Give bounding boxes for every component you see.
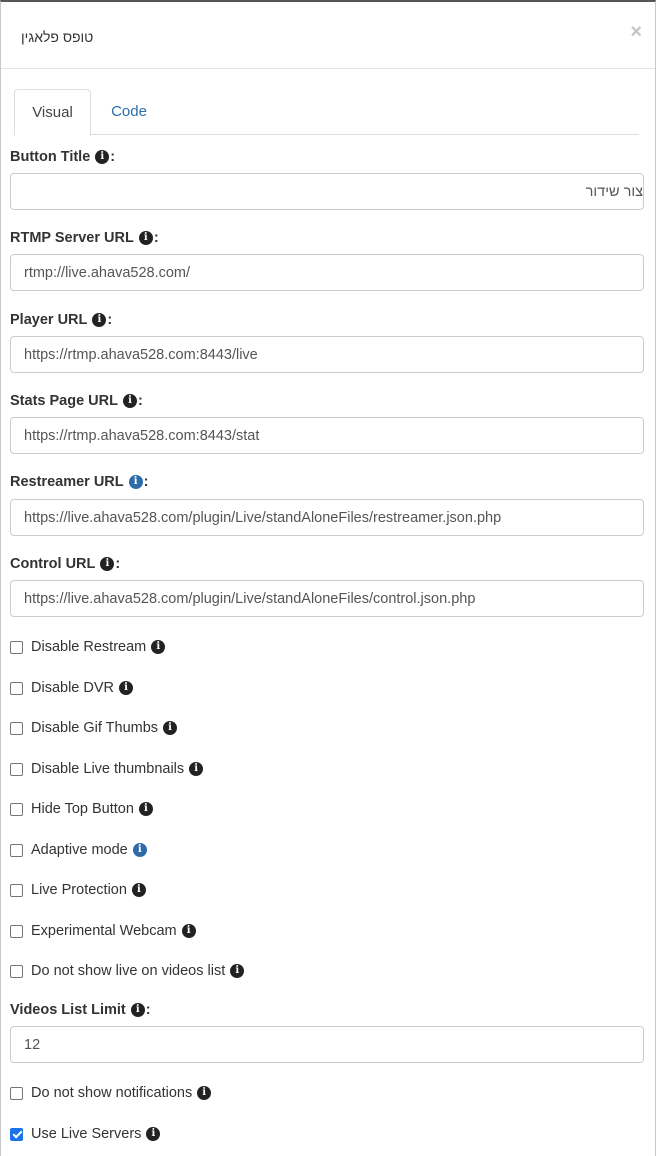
experimental-webcam-checkbox[interactable]	[10, 925, 23, 938]
info-icon[interactable]: i	[182, 924, 196, 938]
use-live-servers-label: Use Live Servers	[31, 1126, 142, 1142]
modal-title: טופס פלאגין	[21, 29, 94, 45]
use-live-servers-checkbox-row[interactable]	[10, 1126, 160, 1142]
label-colon: :	[137, 393, 143, 409]
control-url-label-text: Control URL	[10, 556, 96, 572]
stats-page-url-input[interactable]	[10, 417, 644, 454]
button-title-label-text: Button Title	[10, 149, 91, 165]
disable-gif-thumbs-checkbox-row[interactable]	[10, 720, 177, 736]
hide-top-button-checkbox[interactable]	[10, 803, 23, 816]
do-not-show-notifications-label: Do not show notifications	[31, 1085, 193, 1101]
modal-header	[1, 2, 655, 69]
disable-live-thumbnails-label: Disable Live thumbnails	[31, 761, 185, 777]
adaptive-mode-checkbox-row[interactable]	[10, 842, 147, 858]
adaptive-mode-checkbox[interactable]	[10, 844, 23, 857]
live-protection-checkbox[interactable]	[10, 884, 23, 897]
info-icon[interactable]: i	[131, 1003, 145, 1017]
videos-list-limit-label-text: Videos List Limit	[10, 1002, 126, 1018]
hide-top-button-label: Hide Top Button	[31, 801, 134, 817]
close-button[interactable]: ×	[630, 21, 642, 43]
button-title-input[interactable]	[10, 173, 644, 210]
do-not-show-notifications-checkbox[interactable]	[10, 1087, 23, 1100]
disable-live-thumbnails-checkbox-row[interactable]	[10, 761, 203, 777]
disable-dvr-checkbox-row[interactable]	[10, 680, 133, 696]
stats-page-url-label-text: Stats Page URL	[10, 393, 118, 409]
info-icon[interactable]: i	[151, 640, 165, 654]
disable-dvr-label: Disable DVR	[31, 680, 114, 696]
button-title-label	[10, 149, 115, 165]
player-url-label	[10, 312, 112, 328]
do-not-show-notifications-checkbox-row[interactable]	[10, 1085, 211, 1101]
rtmp-server-url-label	[10, 230, 159, 246]
info-icon[interactable]: i	[92, 313, 106, 327]
label-colon: :	[145, 1002, 151, 1018]
tab-code[interactable]: Code	[111, 103, 147, 120]
info-icon[interactable]: i	[123, 394, 137, 408]
restreamer-url-label	[10, 474, 148, 490]
info-icon[interactable]: i	[100, 557, 114, 571]
hide-top-button-checkbox-row[interactable]	[10, 801, 153, 817]
disable-dvr-checkbox[interactable]	[10, 682, 23, 695]
player-url-label-text: Player URL	[10, 312, 88, 328]
label-colon: :	[143, 474, 149, 490]
stats-page-url-label	[10, 393, 143, 409]
videos-list-limit-label	[10, 1002, 151, 1018]
use-live-servers-checkbox[interactable]	[10, 1128, 23, 1141]
do-not-show-live-checkbox[interactable]	[10, 965, 23, 978]
info-icon[interactable]: i	[139, 802, 153, 816]
do-not-show-live-label: Do not show live on videos list	[31, 963, 226, 979]
info-icon[interactable]: i	[139, 231, 153, 245]
control-url-input[interactable]	[10, 580, 644, 617]
info-icon[interactable]: i	[163, 721, 177, 735]
info-icon[interactable]: i	[197, 1086, 211, 1100]
tab-bar	[14, 89, 639, 135]
disable-gif-thumbs-label: Disable Gif Thumbs	[31, 720, 159, 736]
disable-live-thumbnails-checkbox[interactable]	[10, 763, 23, 776]
disable-restream-checkbox-row[interactable]	[10, 639, 165, 655]
disable-restream-label: Disable Restream	[31, 639, 147, 655]
control-url-label	[10, 556, 120, 572]
restreamer-url-label-text: Restreamer URL	[10, 474, 124, 490]
rtmp-server-url-label-text: RTMP Server URL	[10, 230, 134, 246]
experimental-webcam-checkbox-row[interactable]	[10, 923, 196, 939]
info-icon[interactable]: i	[132, 883, 146, 897]
info-icon[interactable]: i	[146, 1127, 160, 1141]
info-icon[interactable]: i	[95, 150, 109, 164]
label-colon: :	[107, 312, 113, 328]
label-colon: :	[110, 149, 116, 165]
adaptive-mode-label: Adaptive mode	[31, 842, 128, 858]
live-protection-label: Live Protection	[31, 882, 127, 898]
info-icon[interactable]: i	[133, 843, 147, 857]
info-icon[interactable]: i	[189, 762, 203, 776]
tab-visual[interactable]: Visual	[14, 89, 91, 136]
label-colon: :	[115, 556, 121, 572]
player-url-input[interactable]	[10, 336, 644, 373]
rtmp-server-url-input[interactable]	[10, 254, 644, 291]
info-icon[interactable]: i	[230, 964, 244, 978]
disable-restream-checkbox[interactable]	[10, 641, 23, 654]
label-colon: :	[153, 230, 159, 246]
live-protection-checkbox-row[interactable]	[10, 882, 146, 898]
info-icon[interactable]: i	[119, 681, 133, 695]
restreamer-url-input[interactable]	[10, 499, 644, 536]
experimental-webcam-label: Experimental Webcam	[31, 923, 177, 939]
do-not-show-live-checkbox-row[interactable]	[10, 963, 244, 979]
disable-gif-thumbs-checkbox[interactable]	[10, 722, 23, 735]
info-icon[interactable]: i	[129, 475, 143, 489]
videos-list-limit-input[interactable]	[10, 1026, 644, 1063]
